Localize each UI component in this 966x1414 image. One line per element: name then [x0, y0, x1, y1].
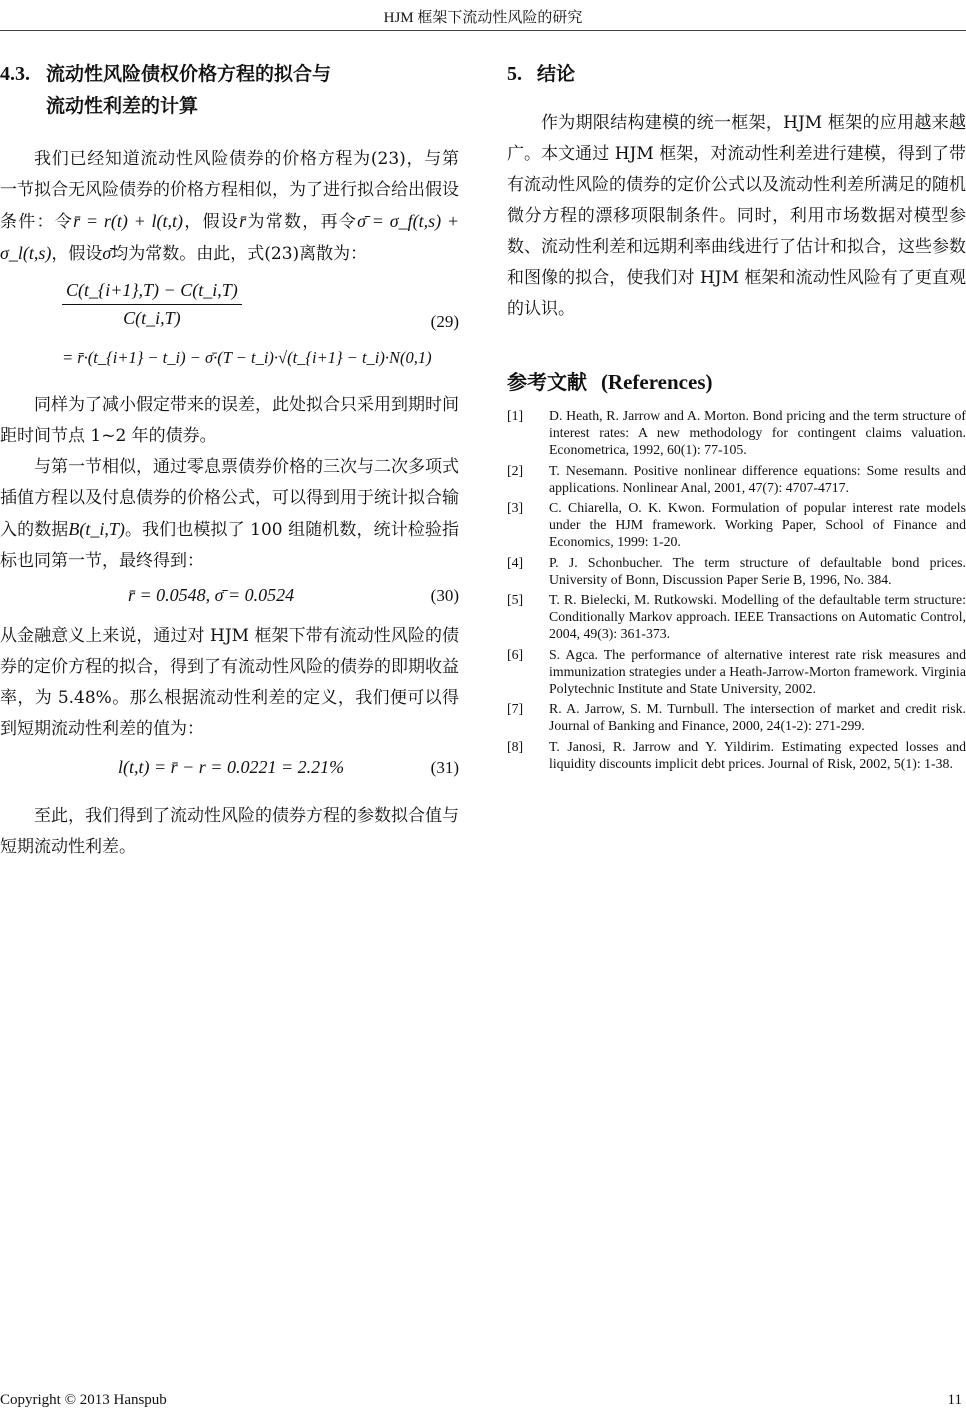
reference-text: P. J. Schonbucher. The term structure of defaultable bond prices. University of Bonn, Discussion Paper Serie B, 1996, No. 384. [549, 554, 966, 587]
paragraph-assumptions [0, 144, 459, 270]
running-header: HJM 框架下流动性风险的研究 [383, 10, 583, 26]
section-number: 5. [507, 63, 522, 85]
paragraph-summary: 至此，我们得到了流动性风险的债券方程的参数拟合值与短期流动性利差。 [0, 806, 459, 857]
eq29-fraction [62, 280, 242, 329]
paragraph-interpolation [0, 452, 459, 577]
eq31-label: (31) [430, 758, 459, 777]
text: 我们已经知道流动性风险债券的价格方程为(23)，与第一节拟合无风险债券的价格方程相似，为了进行拟合给出假设条件：令 [0, 149, 459, 232]
text: 与第一节相似，通过零息票债券价格的三次与二次多项式插值方程以及付息债券的价格公式，可以得到用于统计拟合输入的数据 [0, 457, 459, 540]
text: 。我们也模拟了 100 组随机数，统计检验指标也同第一节，最终得到： [0, 520, 459, 571]
reference-item [507, 738, 966, 772]
reference-text: R. A. Jarrow, S. M. Turnbull. The intersection of market and credit risk. Journal of Banking and Finance, 2000, 24(1-2): 271-299. [549, 701, 966, 734]
eq30-label: (30) [430, 586, 459, 605]
reference-text: S. Agca. The performance of alternative interest rate risk measures and immunization strategies under a Heath-Jarrow-Morton framework. Virginia Polytechnic Institute and State University, 2002. [549, 646, 966, 697]
section-number: 4.3. [0, 63, 30, 85]
eq30-body: r̄ = 0.0548, σ̄ = 0.0524 [128, 585, 295, 605]
math-sigmabar-def: σ̄ = σ_f(t,s) + σ_l(t,s) [0, 211, 460, 263]
reference-number: [7] [507, 701, 524, 717]
math-rbar: r̄ [239, 211, 247, 231]
reference-number: [8] [507, 738, 524, 754]
right-column [507, 58, 966, 775]
reference-item [507, 591, 966, 643]
section-5-heading [507, 58, 966, 90]
equation-30 [0, 581, 459, 617]
reference-item [507, 646, 966, 698]
eq29-label: (29) [430, 312, 459, 331]
reference-text: D. Heath, R. Jarrow and A. Morton. Bond pricing and the term structure of interest rates: A new methodology for contingent claims valuation. Econometrica, 1992, 60(1): 77-105. [549, 408, 966, 458]
reference-text: T. Nesemann. Positive nonlinear difference equations: Some results and applications. Nonlinear Anal, 2001, 47(7): 4707-4717. [549, 462, 966, 495]
section-title-line2: 流动性利差的计算 [46, 95, 199, 117]
reference-item [507, 499, 966, 551]
reference-number: [1] [507, 408, 524, 423]
equation-31 [0, 751, 459, 791]
section-title: 结论 [537, 63, 576, 85]
text: 均为常数。由此，式(23)离散为： [111, 244, 368, 264]
eq31-body: l(t,t) = r̄ − r = 0.0221 = 2.21% [118, 757, 345, 777]
reference-text: C. Chiarella, O. K. Kwon. Formulation of popular interest rate models under the HJM framework. Working Paper, School of Finance and Economics, 1999: 1-20. [549, 500, 966, 550]
header-rule [0, 30, 966, 31]
math-sigmabar: σ̄ [102, 243, 112, 263]
reference-number: [2] [507, 462, 524, 478]
reference-number: [6] [507, 646, 524, 662]
reference-item [507, 554, 966, 588]
reference-number: [3] [507, 500, 524, 516]
references-title-cn: 参考文献 [507, 370, 587, 394]
references-heading [507, 365, 966, 399]
math-rbar-def: r̄ = r(t) + l(t,t) [73, 211, 184, 231]
reference-list [507, 407, 966, 772]
reference-number: [5] [507, 592, 524, 608]
eq29-rhs: = r̄·(t_{i+1} − t_i) − σ̄·(T − t_i)·√(t_{i+1} − t_i)·N(0,1) [62, 348, 432, 367]
paragraph-maturity: 同样为了减小假定带来的误差，此处拟合只采用到期时间距时间节点 1~2 年的债券。 [0, 395, 459, 446]
text: ，假设 [51, 244, 103, 264]
paragraph-conclusion: 作为期限结构建模的统一框架，HJM 框架的应用越来越广。本文通过 HJM 框架，对流动性利差进行建模，得到了带有流动性风险的债券的定价公式以及流动性利差所满足的随机微分方程的漂移项限制条件。同时，利用市场数据对模型参数、流动性利差和远期利率曲线进行了估计和拟合，这些参数和图像的拟合，使我们对 HJM 框架和流动性风险有了更直观的认识。 [507, 113, 966, 319]
reference-number: [4] [507, 554, 524, 570]
page-number: 11 [947, 1392, 962, 1408]
math-B: B(t_i,T) [68, 519, 125, 539]
left-column [0, 58, 459, 863]
eq29-denominator: C(t_i,T) [123, 308, 181, 328]
reference-item [507, 407, 966, 459]
paragraph-financial-meaning: 从金融意义上来说，通过对 HJM 框架下带有流动性风险的债券的定价方程的拟合，得到了有流动性风险的债券的即期收益率，为 5.48%。那么根据流动性利差的定义，我们便可以得到短期流动性利差的值为： [0, 626, 459, 739]
reference-item [507, 462, 966, 496]
equation-29 [0, 276, 459, 380]
text: 为常数，再令 [246, 212, 358, 232]
section-title-line1: 流动性风险债权价格方程的拟合与 [46, 63, 332, 85]
reference-text: T. R. Bielecki, M. Rutkowski. Modelling of the defaultable term structure: Conditionally Markov approach. IEEE Transactions on Automatic Control, 2004, 49(3): 361-373. [549, 592, 966, 642]
references-title-en: (References) [600, 370, 713, 394]
section-4-3-heading [0, 58, 459, 122]
reference-item [507, 700, 966, 734]
reference-text: T. Janosi, R. Jarrow and Y. Yildirim. Estimating expected losses and liquidity discounts implicit debt prices. Journal of Risk, 2002, 5(1): 1-38. [549, 738, 966, 771]
eq29-numerator: C(t_{i+1},T) − C(t_i,T) [62, 280, 242, 305]
copyright: Copyright © 2013 Hanspub [0, 1392, 167, 1408]
text: ，假设 [183, 212, 240, 232]
